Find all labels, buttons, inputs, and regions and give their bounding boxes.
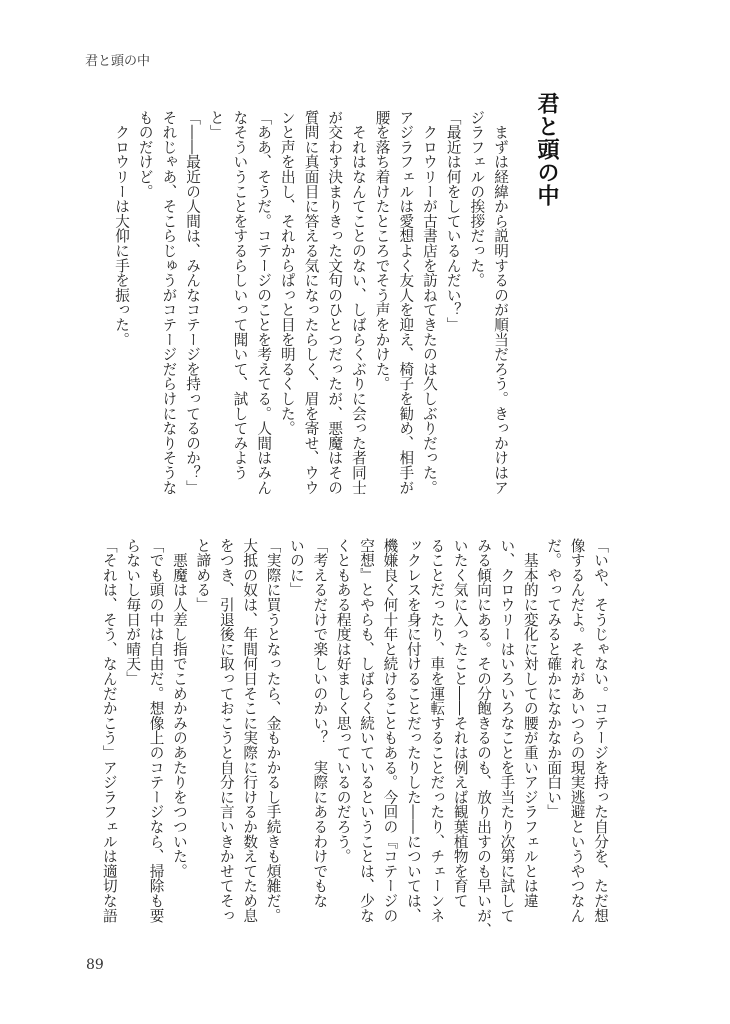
text-line: それじゃあ、そこらじゅうがコテージだらけになりそうな bbox=[160, 110, 178, 495]
lower-text-block bbox=[96, 538, 612, 938]
page-number: 89 bbox=[86, 957, 104, 973]
text-line: みる傾向にある。その分飽きるのも、放り出すのも早いが、 bbox=[475, 538, 493, 938]
text-line: 「――最近の人間は、みんなコテージを持ってるのか？」 bbox=[184, 110, 202, 495]
text-line: 「それは、そう、なんだかこう」アジラフェルは適切な語 bbox=[100, 538, 118, 923]
text-line: 腰を落ち着けたところでそう声をかけた。 bbox=[373, 110, 391, 392]
text-line: まずは経緯から説明するのが順当だろう。きっかけはア bbox=[492, 110, 509, 495]
text-line: ものだけど。 bbox=[136, 110, 154, 199]
text-line: と諦める」 bbox=[194, 538, 212, 612]
text-line: 「最近は何をしているんだい？」 bbox=[444, 110, 462, 332]
text-line: らないし毎日が晴天」 bbox=[124, 538, 142, 686]
text-line: ックレスを身に付けることだったりした――については、 bbox=[404, 538, 422, 923]
text-line: クロウリーが古書店を訪ねてきたのは久しぶりだった。 bbox=[420, 110, 438, 495]
text-line: い、クロウリーはいろいろなことを手当たり次第に試して bbox=[498, 538, 516, 923]
running-head: 君と頭の中 bbox=[85, 54, 151, 69]
text-line: だ。やってみると確かになかなか面白い」 bbox=[545, 538, 563, 820]
text-line: それはなんてことのない、しばらくぶりに会った者同士 bbox=[349, 110, 367, 495]
text-line: クロウリーは大仰に手を振った。 bbox=[113, 110, 130, 347]
text-line: ることだったり、車を運転することだったり、チェーンネ bbox=[428, 538, 446, 923]
text-line: くともある程度は好ましく思っているのだろう。 bbox=[334, 538, 352, 864]
text-line: 空想』とやらも、しばらく続いているということは、少な bbox=[358, 538, 376, 923]
text-line: 像するんだよ。それがあいつらの現実逃避というやつなん bbox=[568, 538, 586, 923]
text-line: 「考えるだけで楽しいのかい？ 実際にあるわけでもな bbox=[311, 538, 329, 908]
text-line: アジラフェルは愛想よく友人を迎え、椅子を勧め、相手が bbox=[397, 110, 415, 495]
text-line: 大抵の奴は、年間何日そこに実際に行けるか数えてため息 bbox=[241, 538, 259, 923]
text-line: が交わす決まりきった文句のひとつだったが、悪魔はその bbox=[326, 110, 344, 495]
text-line: 「ああ、そうだ。コテージのことを考えてる。人間はみん bbox=[255, 110, 273, 495]
upper-text-block bbox=[106, 110, 512, 500]
text-line: 基本的に変化に対しての腰が重いアジラフェルとは違 bbox=[521, 538, 539, 908]
text-line: 「いや、そうじゃない。コテージを持った自分を、ただ想 bbox=[592, 538, 609, 923]
text-line: 「でも頭の中は自由だ。想像上のコテージなら、掃除も要 bbox=[147, 538, 165, 923]
text-line: ンと声を出し、それからぱっと目を明るくした。 bbox=[278, 110, 296, 436]
text-line: いたく気に入ったこと――それは例えば観葉植物を育て bbox=[451, 538, 469, 908]
text-line: ジラフェルの挨拶だった。 bbox=[468, 110, 486, 288]
text-line: いのに」 bbox=[287, 538, 305, 598]
text-line: をつき、引退後に取っておこうと自分に言いきかせてそっ bbox=[217, 538, 235, 923]
chapter-title: 君と頭の中 bbox=[534, 92, 560, 207]
text-line: 機嫌良く何十年と続けることもある。今回の『コテージの bbox=[381, 538, 399, 923]
text-line: 悪魔は人差し指でこめかみのあたりをつついた。 bbox=[170, 538, 188, 879]
text-line: と」 bbox=[207, 110, 225, 140]
text-line: 「実際に買うとなったら、金もかかるし手続きも煩雑だ。 bbox=[264, 538, 282, 923]
text-line: なそういうことをするらしいって聞いて、試してみよう bbox=[231, 110, 249, 480]
text-line: 質問に真面目に答える気になったらしく、眉を寄せ、ウウ bbox=[302, 110, 320, 495]
